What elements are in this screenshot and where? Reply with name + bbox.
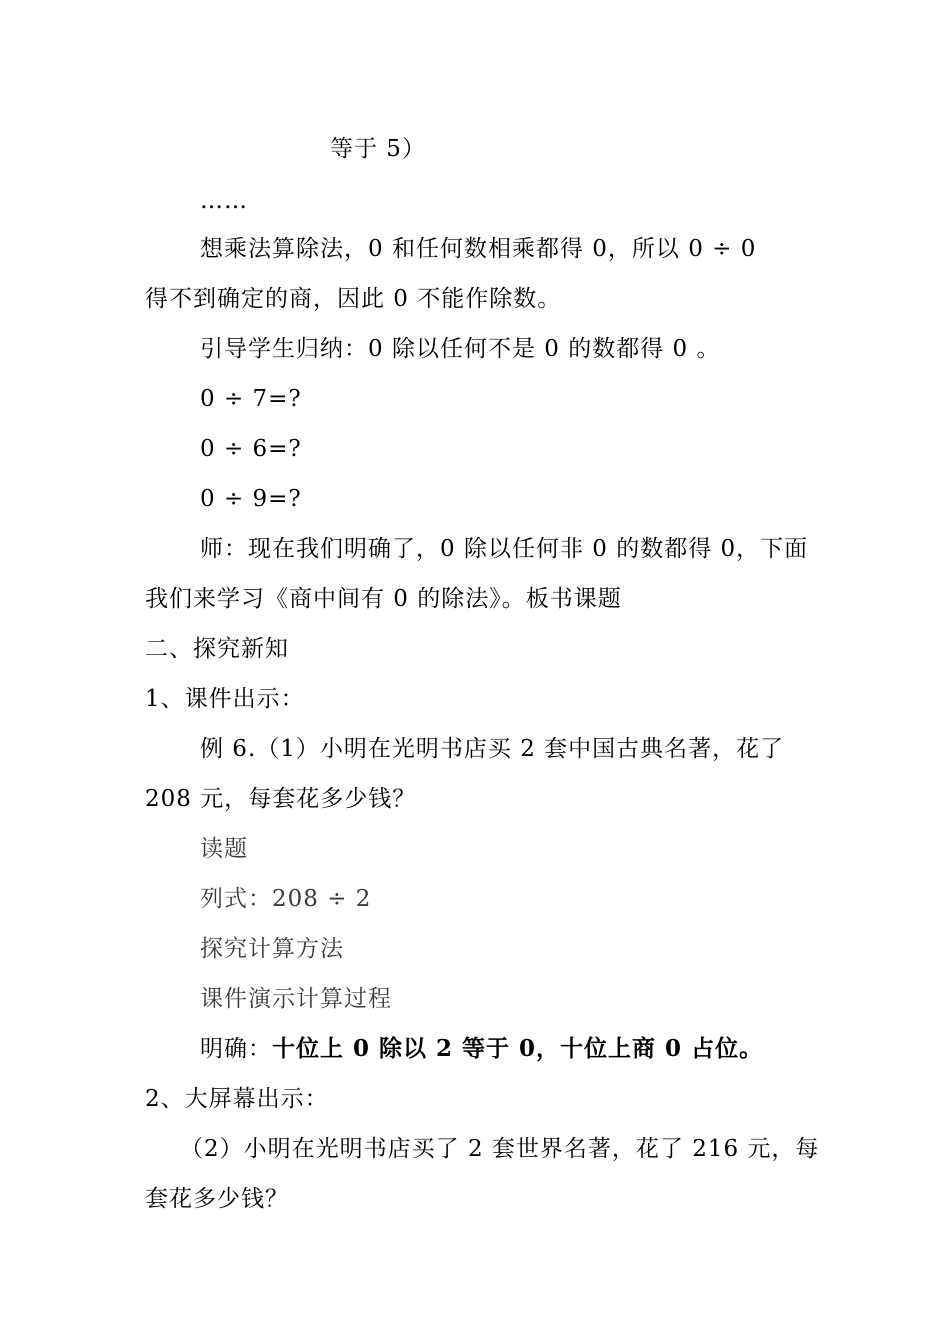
text-line: 想乘法算除法，0 和任何数相乘都得 0，所以 0 ÷ 0 [200,236,757,262]
conclusion-label: 明确： [200,1036,272,1062]
text-line: （2）小明在光明书店买了 2 套世界名著，花了 216 元，每 [180,1136,820,1162]
ellipsis-line: …… [200,188,248,214]
conclusion-text: 十位上 0 除以 2 等于 0，十位上商 0 占位。 [272,1035,764,1062]
equation-line: 0 ÷ 6=? [200,436,302,462]
equation-line: 0 ÷ 9=? [200,486,302,512]
text-line: 例 6.（1）小明在光明书店买 2 套中国古典名著，花了 [200,736,785,762]
subsection-heading: 2、大屏幕出示： [145,1086,329,1112]
subsection-heading: 1、课件出示： [145,686,305,712]
step-line: 探究计算方法 [200,936,344,962]
text-line: 等于 5） [330,136,426,162]
conclusion-line [200,1034,763,1064]
text-line: 套花多少钱？ [145,1186,289,1212]
equation-line: 0 ÷ 7=? [200,386,302,412]
step-line: 读题 [200,836,248,862]
step-line: 列式：208 ÷ 2 [200,886,372,912]
text-line: 引导学生归纳：0 除以任何不是 0 的数都得 0 。 [200,336,721,362]
section-heading: 二、探究新知 [145,636,289,662]
step-line: 课件演示计算过程 [200,986,392,1012]
text-line: 师：现在我们明确了，0 除以任何非 0 的数都得 0，下面 [200,536,809,562]
text-line: 我们来学习《商中间有 0 的除法》。板书课题 [145,586,622,612]
text-line: 得不到确定的商，因此 0 不能作除数。 [145,286,562,312]
text-line: 208 元，每套花多少钱？ [145,786,417,812]
